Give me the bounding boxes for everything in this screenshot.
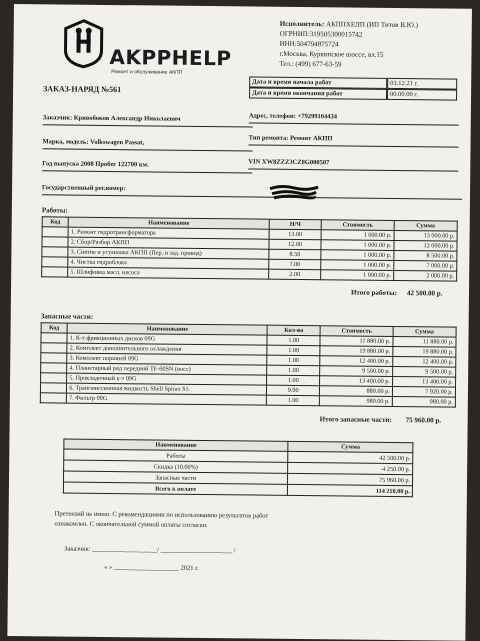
vehicle-vin: VIN XW8ZZZ3CZ8G000507 bbox=[248, 158, 458, 171]
plate-number: Государственный рег.номер: bbox=[42, 184, 462, 199]
parts-col-code: Код bbox=[41, 323, 67, 333]
table-row: 5. Шлифовка масл. насоса 2.00 1 000.00 р. 2 000.00 р. bbox=[42, 267, 457, 281]
table-row: 5. Прокладочный к-т 09G 1.00 13 400.00 р. 13 400.00 р. bbox=[41, 373, 456, 387]
works-col-price: Стоимость bbox=[322, 220, 395, 231]
works-col-sum: Сумма bbox=[394, 220, 457, 231]
table-row: 7. Фильтр 09G 1.00 980.00 р. 980.00 р. bbox=[40, 393, 455, 407]
summary-col-sum: Сумма bbox=[288, 441, 413, 452]
table-row: 1. Ремонт гидротрансформатора 13.00 1 000.00 р. 13 000.00 р. bbox=[42, 227, 457, 241]
brand-tagline: Ремонт и обслуживание АКПП bbox=[111, 69, 183, 76]
table-row: 1. К-т фрикционных дисков 09G 1.00 11 880.00 р. 11 880.00 р. bbox=[41, 333, 456, 347]
contractor-name: АКППХЕЛП (ИП Титов В.Ю.) bbox=[326, 20, 418, 30]
summary-col-name: Наименование bbox=[64, 439, 288, 451]
works-col-code: Код bbox=[42, 217, 68, 227]
redaction-scribble bbox=[268, 183, 320, 202]
works-col-hours: Н/Ч bbox=[269, 219, 322, 230]
works-col-name: Наименование bbox=[68, 217, 269, 229]
contractor-phone: Тел.: (499) 677-63-59 bbox=[279, 59, 342, 69]
parts-col-sum: Сумма bbox=[393, 326, 456, 337]
contractor-label: Исполнитель: bbox=[279, 19, 325, 29]
table-row: 6. Трансмиссионная жидкость Shell Spirax S5 9.00 880.00 р. 7 920.00 р. bbox=[40, 383, 455, 397]
contractor-ogrnip: ОГРНИП:319505300015742 bbox=[279, 29, 363, 39]
table-row: 2. Комплект дополнительного охлаждения 1.00 19 880.00 р. 19 880.00 р. bbox=[41, 343, 456, 357]
parts-total-label: Итого запасные части: bbox=[319, 415, 392, 424]
vehicle-year-mileage: Год выпуска 2008 Пробег 122700 км. bbox=[42, 160, 252, 173]
parts-total-value: 75 960.00 р. bbox=[405, 416, 442, 425]
parts-table bbox=[40, 322, 457, 407]
end-date-label: Дата и время окончания работ bbox=[249, 87, 387, 99]
table-row: Работы 42 500.00 р. bbox=[64, 449, 413, 464]
repair-type: Тип ремонта: Ремонт АКПП bbox=[249, 134, 459, 147]
table-row: Запасные части 75 960.00 р. bbox=[63, 471, 412, 486]
table-row: Всего к оплате 114 210.00 р. bbox=[63, 482, 412, 497]
parts-col-price: Стоимость bbox=[320, 326, 393, 337]
parts-col-qty: Кол-во bbox=[267, 325, 320, 336]
customer-address-phone: Адрес, телефон: +79299104434 bbox=[249, 112, 459, 125]
signature-date-line: « » ____________________ 2021 г. bbox=[104, 563, 199, 572]
works-table bbox=[41, 216, 458, 281]
table-row: 4. Чистка гидроблока 7.00 1 000.00 р. 7 000.00 р. bbox=[42, 257, 457, 271]
work-order-sheet bbox=[7, 4, 472, 641]
start-date-label: Дата и время начала работ bbox=[249, 76, 387, 88]
vehicle-model: Марка, модель: Volkswagen Passat, bbox=[42, 138, 252, 151]
contractor-address: г.Москва, Куркинское шоссе, вл.15 bbox=[279, 49, 384, 59]
table-row: 4. Планетарный ряд передний TF-60SN (восс) 1.00 9 500.00 р. 9 500.00 р. bbox=[41, 363, 456, 377]
disclaimer-line-1: Претензий не имею. С рекомендациями по использованию результатов работ bbox=[54, 510, 269, 520]
customer-signature-line: Заказчик: ____________________/ ______________________ / bbox=[64, 545, 236, 555]
works-section-title: Работы: bbox=[41, 206, 68, 215]
works-total-value: 42 500.00 р. bbox=[406, 289, 443, 298]
disclaimer-line-2: ознакомлен. С окончательной суммой оплаты согласен. bbox=[54, 520, 208, 530]
parts-col-name: Наименование bbox=[67, 323, 267, 335]
parts-section-title: Запасные части: bbox=[40, 312, 94, 321]
order-title: ЗАКАЗ-НАРЯД №561 bbox=[43, 84, 122, 95]
summary-table bbox=[63, 439, 414, 498]
brand-name: AKPPHELP bbox=[109, 45, 232, 71]
table-row: 3. Комплект поршней 09G 1.00 12 400.00 р. 12 400.00 р. bbox=[41, 353, 456, 367]
table-row: Скидка (10.00%) -4 250.00 р. bbox=[64, 460, 413, 475]
customer-name: Заказчик: Кривобоков Александр Николаевич bbox=[43, 114, 253, 127]
works-total-label: Итого работы: bbox=[350, 288, 398, 298]
contractor-details bbox=[279, 19, 418, 70]
contractor-inn: ИНН:504794875724 bbox=[279, 39, 339, 49]
table-row: 3. Снятие и установка АКПП (Пер. и зад. привод) 8.50 1 000.00 р. 8 500.00 р. bbox=[42, 247, 457, 261]
table-row: 2. Сбор/Разбор АКПП 12.00 1 000.00 р. 12 000.00 р. bbox=[42, 237, 457, 251]
end-date-value: 00.00.00 г. bbox=[387, 89, 457, 101]
gear-shift-logo-icon bbox=[61, 19, 106, 69]
start-date-value: 03.12.21 г. bbox=[387, 78, 457, 90]
